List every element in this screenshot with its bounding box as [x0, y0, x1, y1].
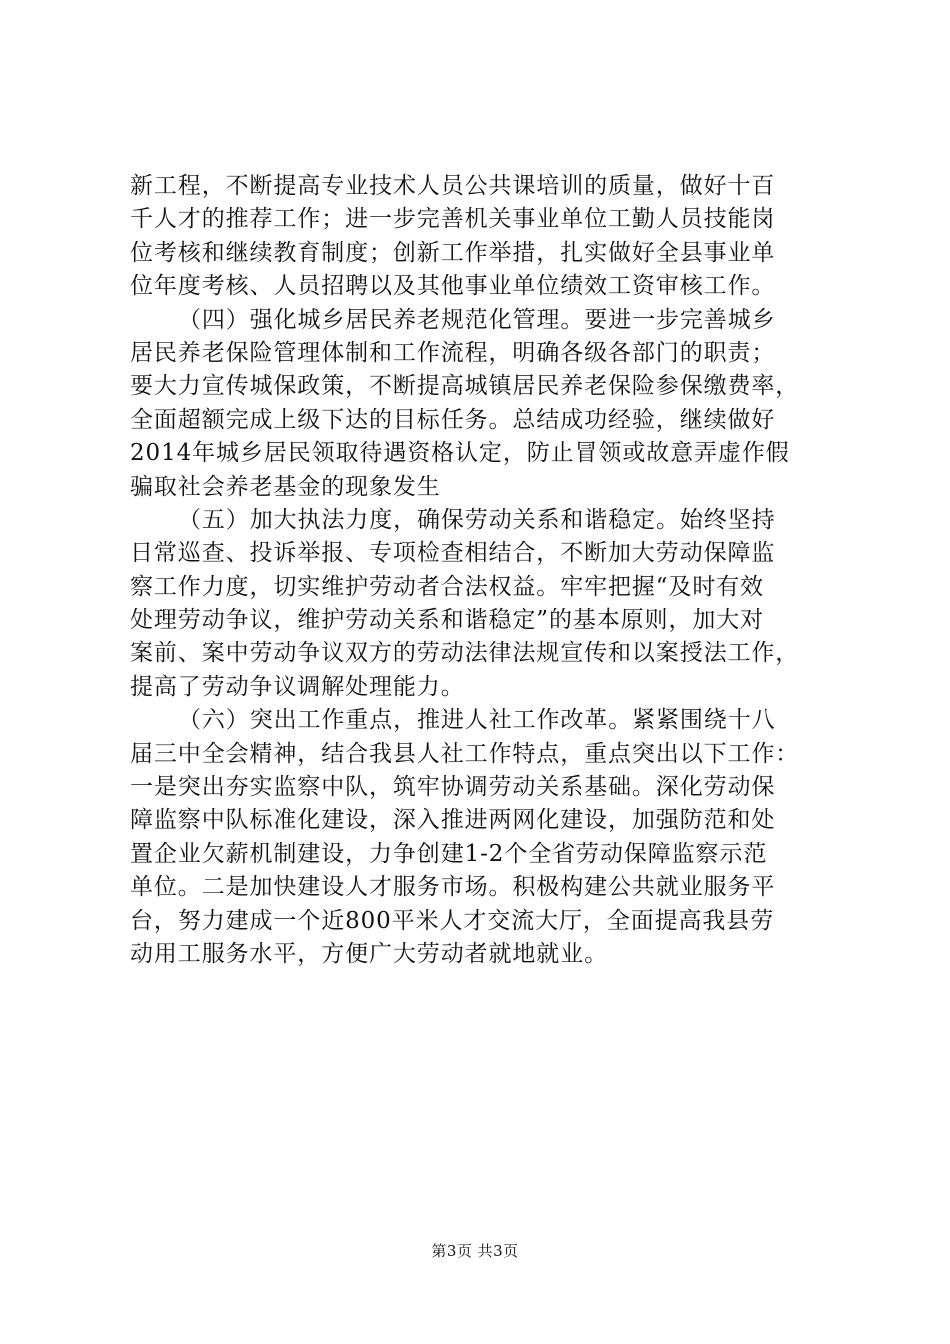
page-number: 第3页 共3页	[431, 1242, 519, 1260]
text-line: 居民养老保险管理体制和工作流程，明确各级各部门的职责；	[130, 339, 776, 366]
text-line: 一是突出夯实监察中队，筑牢协调劳动关系基础。深化劳动保	[130, 774, 776, 801]
section-6-heading-line: （六）突出工作重点，推进人社工作改革。紧紧围绕十八	[178, 707, 776, 734]
page-footer	[0, 1240, 950, 1261]
text-line: 骗取社会养老基金的现象发生	[130, 473, 441, 500]
text-line: 千人才的推荐工作；进一步完善机关事业单位工勤人员技能岗	[130, 206, 776, 233]
text-line: 单位。二是加快建设人才服务市场。积极构建公共就业服务平	[130, 874, 776, 901]
text-line: 全面超额完成上级下达的目标任务。总结成功经验，继续做好	[130, 406, 776, 433]
section-5-heading-line: （五）加大执法力度，确保劳动关系和谐稳定。始终坚持	[178, 506, 776, 533]
text-line: 案前、案中劳动争议双方的劳动法律法规宣传和以案授法工作，	[130, 640, 800, 667]
section-4-heading-line: （四）强化城乡居民养老规范化管理。要进一步完善城乡	[178, 306, 776, 333]
text-line: 障监察中队标准化建设，深入推进两网化建设，加强防范和处	[130, 807, 776, 834]
text-line: 位年度考核、人员招聘以及其他事业单位绩效工资审核工作。	[130, 273, 776, 300]
text-line: 日常巡查、投诉举报、专项检查相结合，不断加大劳动保障监	[130, 540, 776, 567]
text-line: 置企业欠薪机制建设，力争创建1-2个全省劳动保障监察示范	[130, 840, 768, 867]
text-line: 提高了劳动争议调解处理能力。	[130, 673, 465, 700]
text-line: 要大力宣传城保政策，不断提高城镇居民养老保险参保缴费率，	[130, 373, 800, 400]
text-line: 动用工服务水平，方便广大劳动者就地就业。	[130, 940, 608, 967]
text-line: 处理劳动争议，维护劳动关系和谐稳定”的基本原则，加大对	[130, 607, 765, 634]
document-body	[130, 170, 830, 971]
text-line: 2014年城乡居民领取待遇资格认定，防止冒领或故意弄虚作假	[130, 440, 790, 467]
text-line: 届三中全会精神，结合我县人社工作特点，重点突出以下工作：	[130, 740, 800, 767]
text-line: 台，努力建成一个近800平米人才交流大厅，全面提高我县劳	[130, 907, 775, 934]
text-line: 察工作力度，切实维护劳动者合法权益。牢牢把握“及时有效	[130, 573, 765, 600]
text-line: 新工程，不断提高专业技术人员公共课培训的质量，做好十百	[130, 173, 776, 199]
text-line: 位考核和继续教育制度；创新工作举措，扎实做好全县事业单	[130, 239, 776, 266]
